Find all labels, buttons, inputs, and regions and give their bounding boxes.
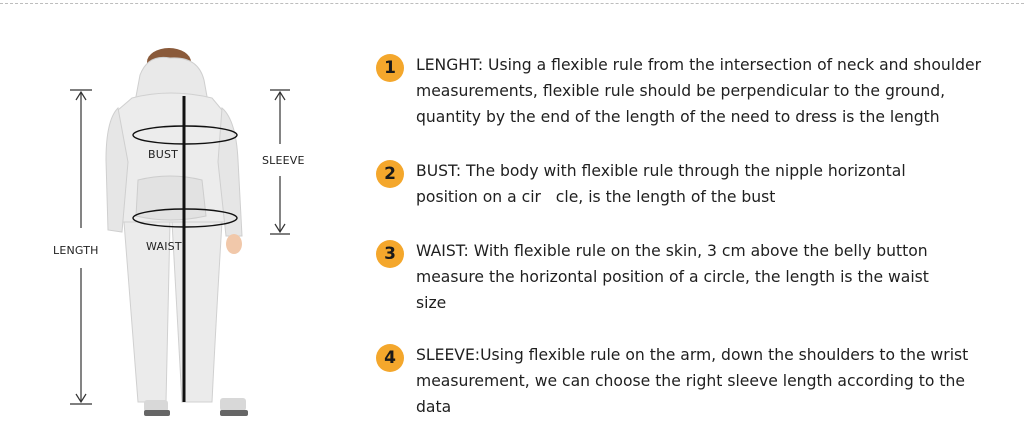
step-line: WAIST: With flexible rule on the skin, 3 cm above the belly button [416,242,928,260]
step-line: SLEEVE:Using flexible rule on the arm, down the shoulders to the wrist [416,346,969,364]
step-line: measure the horizontal position of a circle, the length is the waist [416,268,929,286]
length-label: LENGTH [53,244,99,257]
step-line: measurement, we can choose the right sleeve length according to the [416,372,965,390]
step-number-badge: 4 [376,344,404,372]
size-figure [40,40,340,425]
step-number-badge: 1 [376,54,404,82]
jumpsuit-illustration [40,40,340,425]
step-number-badge: 3 [376,240,404,268]
bust-label: BUST [148,148,179,161]
sleeve-label: SLEEVE [262,154,305,167]
step-line: BUST: The body with flexible rule through the nipple horizontal [416,162,906,180]
step-description [416,52,1016,130]
step-line: quantity by the end of the length of the need to dress is the length [416,108,940,126]
waist-label: WAIST [146,240,182,253]
right-shoe [220,410,248,416]
step-line: position on a cir cle, is the length of the bust [416,188,776,206]
step-description [416,342,1016,420]
left-shoe [144,410,170,416]
right-hand [226,234,242,254]
step-number-badge: 2 [376,160,404,188]
step-line: data [416,398,452,416]
step-line: measurements, flexible rule should be perpendicular to the ground, [416,82,946,100]
dashed-top-border [0,3,1024,4]
step-line: LENGHT: Using a flexible rule from the intersection of neck and shoulder [416,56,982,74]
step-description [416,158,1016,210]
step-description [416,238,1016,316]
right-cuff [220,398,246,411]
step-line: size [416,294,447,312]
kangaroo-pocket [136,176,206,220]
